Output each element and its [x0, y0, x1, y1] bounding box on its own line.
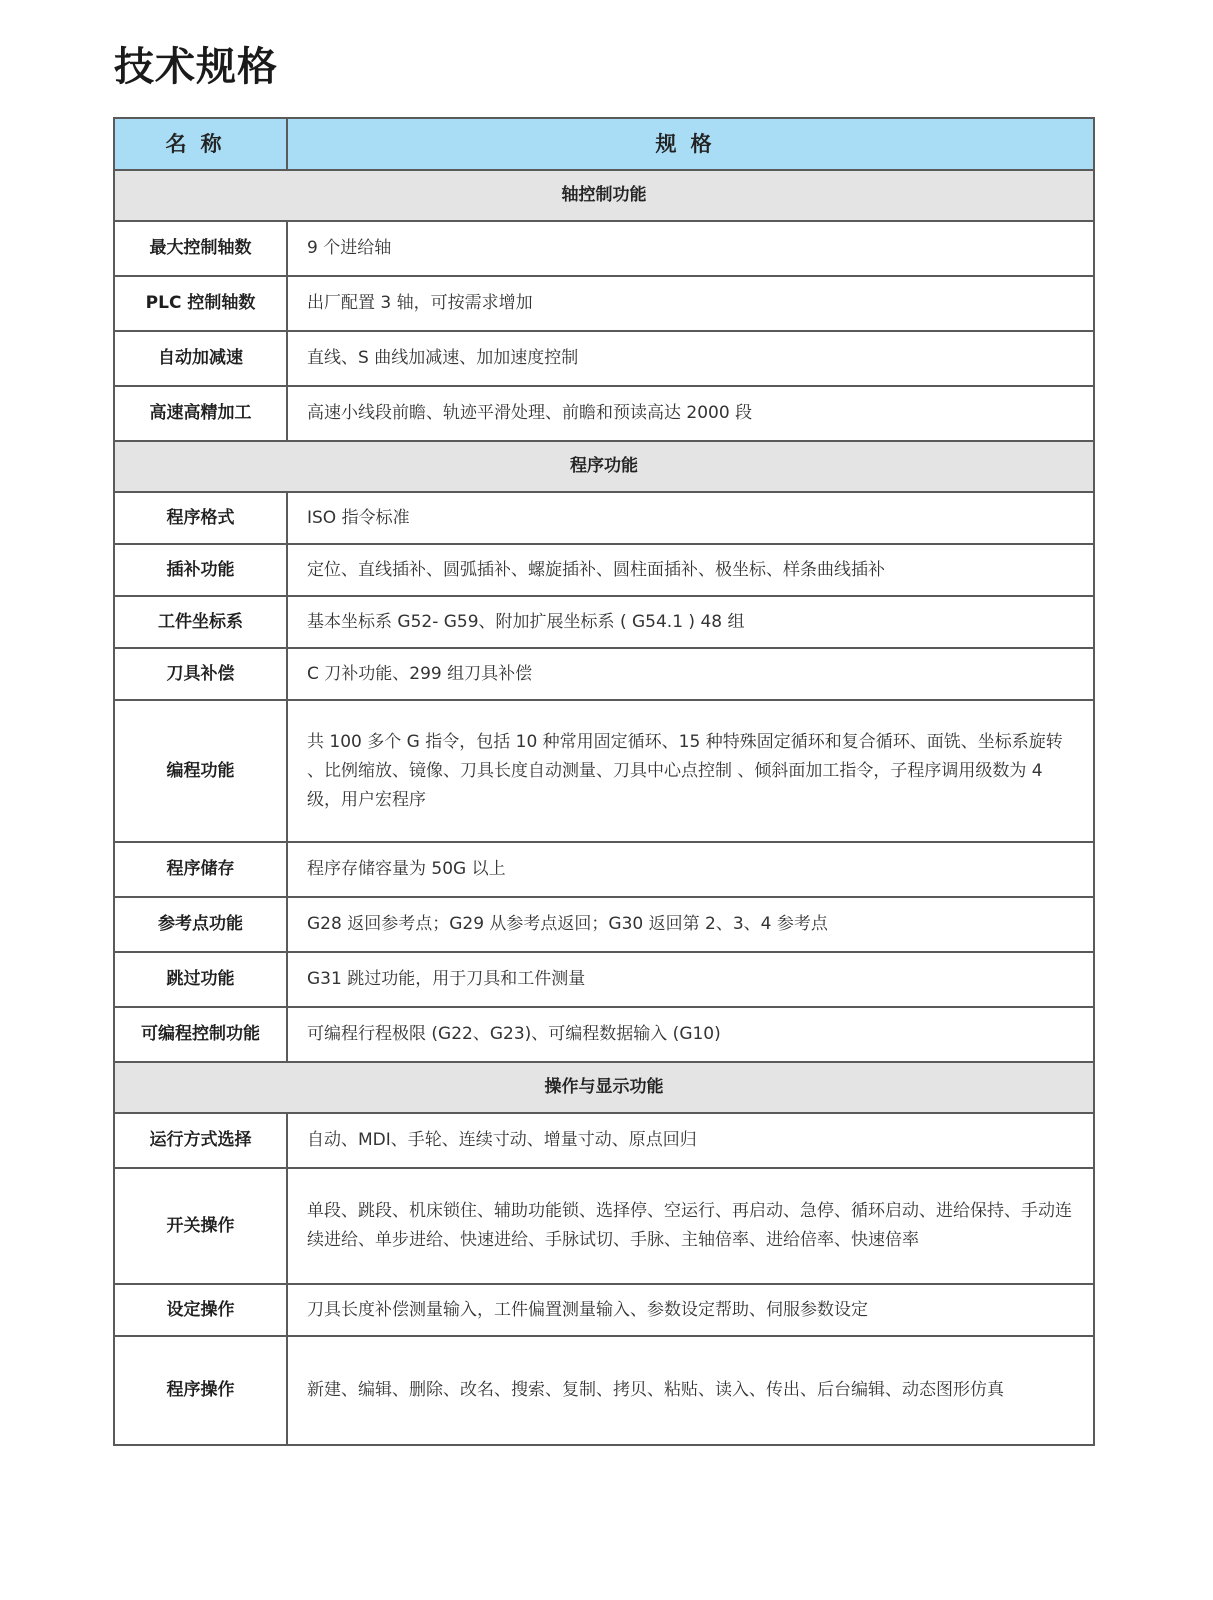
table-row	[114, 952, 1094, 1007]
spec-value: 共 100 多个 G 指令，包括 10 种常用固定循环、15 种特殊固定循环和复合循环、面铣、坐标系旋转 、比例缩放、镜像、刀具长度自动测量、刀具中心点控制 、倾斜面加工指令，子程序调用级数为 4 级，用户宏程序	[287, 700, 1094, 842]
spec-value: 出厂配置 3 轴，可按需求增加	[287, 276, 1094, 331]
spec-name: 参考点功能	[114, 897, 287, 952]
spec-name: 设定操作	[114, 1284, 287, 1336]
spec-name: 编程功能	[114, 700, 287, 842]
section-header-row	[114, 170, 1094, 221]
table-row	[114, 221, 1094, 276]
spec-value: 定位、直线插补、圆弧插补、螺旋插补、圆柱面插补、极坐标、样条曲线插补	[287, 544, 1094, 596]
header-spec: 规格	[287, 118, 1094, 170]
table-row	[114, 1336, 1094, 1445]
section-title: 操作与显示功能	[114, 1062, 1094, 1113]
section-title: 程序功能	[114, 441, 1094, 492]
spec-name: 自动加减速	[114, 331, 287, 386]
spec-value: 可编程行程极限 (G22、G23)、可编程数据输入 (G10)	[287, 1007, 1094, 1062]
page-title: 技术规格	[114, 44, 278, 90]
table-row	[114, 544, 1094, 596]
spec-value: 高速小线段前瞻、轨迹平滑处理、前瞻和预读高达 2000 段	[287, 386, 1094, 441]
spec-value: 自动、MDI、手轮、连续寸动、增量寸动、原点回归	[287, 1113, 1094, 1168]
spec-value: 直线、S 曲线加减速、加加速度控制	[287, 331, 1094, 386]
table-row	[114, 700, 1094, 842]
table-row	[114, 897, 1094, 952]
table-row	[114, 596, 1094, 648]
table-row	[114, 1007, 1094, 1062]
spec-value: 程序存储容量为 50G 以上	[287, 842, 1094, 897]
spec-name: PLC 控制轴数	[114, 276, 287, 331]
spec-name: 刀具补偿	[114, 648, 287, 700]
table-row	[114, 331, 1094, 386]
spec-table	[113, 117, 1095, 1446]
spec-value: 9 个进给轴	[287, 221, 1094, 276]
table-row	[114, 648, 1094, 700]
table-row	[114, 842, 1094, 897]
section-title: 轴控制功能	[114, 170, 1094, 221]
spec-value: G28 返回参考点；G29 从参考点返回；G30 返回第 2、3、4 参考点	[287, 897, 1094, 952]
spec-name: 可编程控制功能	[114, 1007, 287, 1062]
spec-name: 程序操作	[114, 1336, 287, 1445]
spec-name: 开关操作	[114, 1168, 287, 1284]
table-row	[114, 1113, 1094, 1168]
spec-name: 程序储存	[114, 842, 287, 897]
spec-name: 插补功能	[114, 544, 287, 596]
spec-value: 刀具长度补偿测量输入，工件偏置测量输入、参数设定帮助、伺服参数设定	[287, 1284, 1094, 1336]
spec-value: G31 跳过功能，用于刀具和工件测量	[287, 952, 1094, 1007]
spec-name: 高速高精加工	[114, 386, 287, 441]
spec-name: 最大控制轴数	[114, 221, 287, 276]
spec-value: 单段、跳段、机床锁住、辅助功能锁、选择停、空运行、再启动、急停、循环启动、进给保持、手动连续进给、单步进给、快速进给、手脉试切、手脉、主轴倍率、进给倍率、快速倍率	[287, 1168, 1094, 1284]
header-name: 名称	[114, 118, 287, 170]
spec-value: 新建、编辑、删除、改名、搜索、复制、拷贝、粘贴、读入、传出、后台编辑、动态图形仿真	[287, 1336, 1094, 1445]
table-row	[114, 276, 1094, 331]
table-row	[114, 1168, 1094, 1284]
section-header-row	[114, 441, 1094, 492]
spec-name: 运行方式选择	[114, 1113, 287, 1168]
spec-name: 程序格式	[114, 492, 287, 544]
spec-value: 基本坐标系 G52- G59、附加扩展坐标系 ( G54.1 ) 48 组	[287, 596, 1094, 648]
spec-value: C 刀补功能、299 组刀具补偿	[287, 648, 1094, 700]
table-header-row	[114, 118, 1094, 170]
section-header-row	[114, 1062, 1094, 1113]
table-row	[114, 492, 1094, 544]
table-row	[114, 386, 1094, 441]
spec-name: 工件坐标系	[114, 596, 287, 648]
table-row	[114, 1284, 1094, 1336]
spec-name: 跳过功能	[114, 952, 287, 1007]
spec-value: ISO 指令标准	[287, 492, 1094, 544]
